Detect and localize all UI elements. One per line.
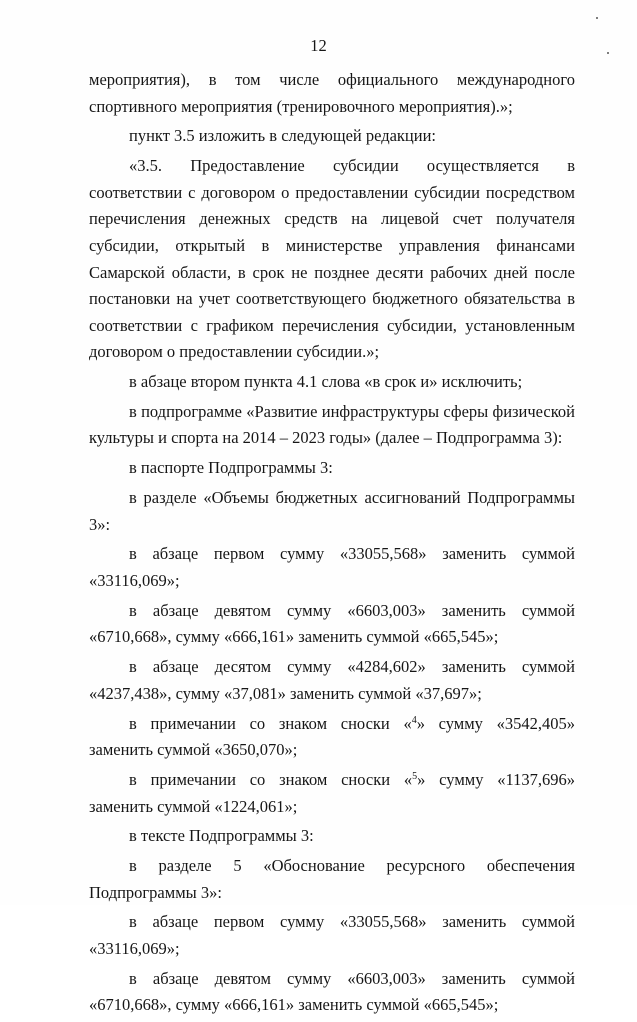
paragraph: в подпрограмме «Развитие инфраструктуры сферы физической культуры и спорта на 2014 – 2023 годы» (далее – Подпрограмма 3): [89, 401, 575, 448]
paragraph: в тексте Подпрограммы 3: [129, 826, 314, 846]
document-body [89, 67, 575, 1022]
paragraph: в абзаце десятом сумму «4284,602» заменить суммой «4237,438», сумму «37,081» заменить суммой «37,697»; [89, 657, 575, 703]
paragraph: «3.5. Предоставление субсидии осуществляется в соответствии с договором о предоставлении субсидии посредством перечисления денежных средств на лицевой счет получателя субсидии, открытый в министерстве управления финансами Самарской области, в срок не позднее десяти рабочих дней после постановки на учет соответствующего бюджетного обязательства в соответствии с графиком перечисления субсидии, установленным договором о предоставлении субсидии.»; [89, 156, 575, 362]
page-number: 12 [310, 36, 327, 55]
paragraph: в разделе 5 «Обоснование ресурсного обеспечения Подпрограммы 3»: [89, 856, 575, 902]
paragraph: в абзаце втором пункта 4.1 слова «в срок и» исключить; [129, 372, 523, 392]
footnote-mark: 4 [411, 714, 417, 726]
paragraph: пункт 3.5 изложить в следующей редакции: [129, 126, 437, 146]
paragraph: в абзаце девятом сумму «6603,003» заменить суммой «6710,668», сумму «666,161» заменить суммой «665,545»; [89, 600, 575, 647]
paragraph: в паспорте Подпрограммы 3: [129, 458, 333, 478]
paragraph: в абзаце девятом сумму «6603,003» заменить суммой «6710,668», сумму «666,161» заменить суммой «665,545»; [89, 968, 575, 1015]
paragraph: мероприятия), в том числе официального международного спортивного мероприятия (тренировочного мероприятия).»; [89, 70, 575, 116]
footnote-paragraph [89, 711, 575, 764]
paragraph-text: в примечании со знаком сноски « [129, 713, 412, 733]
paragraph-text: » сумму «1137,696» заменить суммой «1224,061»; [89, 769, 575, 816]
footnote-paragraph [89, 767, 575, 820]
paragraph-text: » сумму «3542,405» заменить суммой «3650,070»; [89, 713, 575, 760]
paragraph: в абзаце первом сумму «33055,568» заменить суммой «33116,069»; [89, 544, 575, 590]
paragraph: в абзаце первом сумму «33055,568» заменить суммой «33116,069»; [89, 912, 575, 959]
scan-speck [596, 17, 598, 19]
paragraph-text: в примечании со знаком сноски « [129, 769, 413, 789]
footnote-mark: 5 [412, 770, 418, 782]
paragraph: в разделе «Объемы бюджетных ассигнований Подпрограммы 3»: [89, 488, 575, 534]
